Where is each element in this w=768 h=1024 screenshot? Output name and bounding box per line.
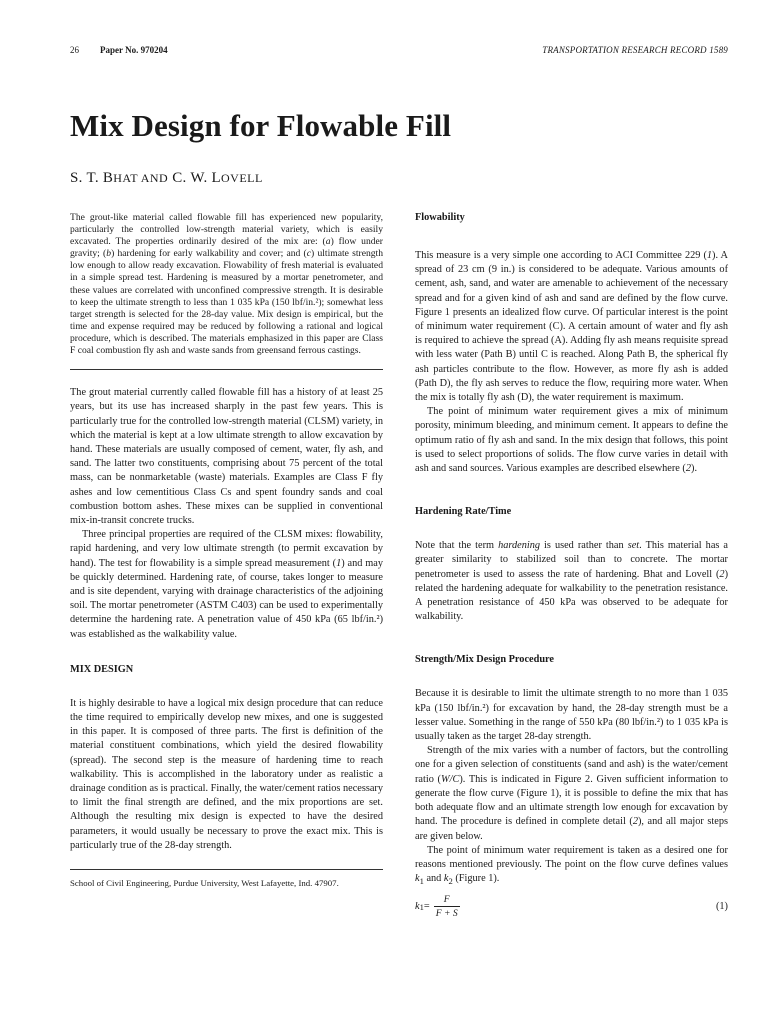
equation-1: [415, 894, 728, 919]
hardening-paragraph: Note that the term hardening is used rather than set. This material has a greater similarity to stabilized soil than to concrete. The mortar penetrometer is used to assess the rate of hardening. Bhat and Lovell (2) related the hardening adequate for walkability to the penetration resistance. A penetration resistance of 450 kPa was observed to be adequate for walkability.: [415, 540, 729, 623]
equation-lhs: k: [415, 901, 420, 913]
abstract-divider: [70, 369, 383, 370]
author-affiliation-footnote: School of Civil Engineering, Purdue University, West Lafayette, Ind. 47907.: [70, 878, 339, 889]
mix-design-paragraph: It is highly desirable to have a logical mix design procedure that can reduce the time required to empirically develop new mixes, and one is suggested in this paper. It is composed of three parts. The first is definition of the material constituent combinations, which yield the desired flowability (spread). The second step is the measure of hardening time to reach walkability. This is accomplished in the laboratory under as realistic a drainage condition as is practical. Finally, the water/cement ratios necessary to limit the final strength are defined, and the mix proportions are set. Although the resulting mix design is expected to have the desired parameters, it would usually be necessary to prove the exact mix. This is particularly true of the 28-day strength.: [70, 697, 383, 851]
left-column: [70, 212, 383, 888]
author-1-initials: S. T. B: [70, 170, 114, 186]
section-heading-strength: Strength/Mix Design Procedure: [415, 654, 554, 666]
author-1-surname: HAT AND: [113, 171, 169, 185]
fraction-numerator: F: [443, 894, 450, 906]
equation-fraction: [434, 894, 460, 919]
paper-number: Paper No. 970204: [100, 45, 168, 55]
section-heading-hardening: Hardening Rate/Time: [415, 506, 512, 518]
author-2-surname: OVELL: [221, 171, 263, 185]
strength-paragraph-3: The point of minimum water requirement is taken as a desired one for reasons mentioned previously. The point on the flow curve defines values $k_1$ and $k_2$ (Figure 1).: [415, 844, 728, 887]
journal-name: TRANSPORTATION RESEARCH RECORD 1589: [542, 45, 728, 55]
paper-title: Mix Design for Flowable Fill: [70, 108, 452, 143]
author-2-initials: C. W. L: [168, 170, 222, 186]
equals-sign: =: [423, 901, 430, 913]
authors: [70, 170, 263, 187]
right-column: [415, 212, 728, 919]
intro-paragraph-1: The grout material currently called flowable fill has a history of at least 25 years, but its use has increased sharply in the past few years. This is particularly true for the controlled low-strength material (CLSM) variety, in which the material is kept at a low ultimate strength to allow excavation by hand. These materials are usually composed of cement, water, fly ash, and sand. The latter two constituents, comprising about 75 percent of the total mass, can be nonmarketable (waste) materials. Examples are Class F fly ashes and low cementitious Class Cs and spent foundry sands and coal combustion bottom ashes. These mixes can be supplied in conventional mix-in-transit concrete trucks.: [70, 387, 383, 526]
equation-lhs-subscript: 1: [419, 901, 424, 912]
equation-number: (1): [715, 901, 728, 913]
page-number: 26: [70, 45, 79, 55]
intro-paragraph-2: Three principal properties are required of the CLSM mixes: flowability, rapid hardening, and very low ultimate strength (to permit excavation by hand). The test for flowability is a simple spread measurement (1) and may be quickly determined. Hardening rate, of course, takes longer to measure and is site dependent, varying with drainage characteristics of the adjoining soil. The mortar penetrometer (ASTM C403) can be used to experimentally determine the hardening rate. A penetration value of 450 kPa (65 lbf/in.²) was established as the walkability value.: [70, 529, 383, 640]
flowability-paragraph-2: The point of minimum water requirement gives a mix of minimum porosity, minimum bleeding, and minimum cement. It appears to define the optimum ratio of fly ash and sand. In the mix design that follows, this point is used to select proportions of solids. The flow curve varies in detail with ash and sand sources. Various examples are described elsewhere (2).: [415, 406, 728, 475]
strength-paragraph-2: Strength of the mix varies with a number of factors, but the controlling one for a given selection of constituents (sand and ash) is the water/cement ratio (W/C). This is indicated in Figure 2. Given sufficient information to generate the flow curve (Figure 1), it is possible to define the mix that has both adequate flow and an ultimate strength low enough for excavation by hand. The procedure is defined in complete detail (2), and all major steps are given below.: [415, 745, 729, 842]
footnote-divider: [70, 869, 383, 870]
strength-paragraph-1: Because it is desirable to limit the ultimate strength to no more than 1 035 kPa (150 lbf/in.²) for excavation by hand, the 28-day strength must be a lesser value. Something in the range of 550 kPa (80 lbf/in.²) to 1 035 kPa is usually taken as the target 28-day strength.: [415, 688, 728, 743]
fraction-denominator: F + S: [435, 908, 458, 920]
section-heading-mix-design: MIX DESIGN: [70, 663, 134, 675]
flowability-paragraph-1: This measure is a very simple one according to ACI Committee 229 (1). A spread of 23 cm (9 in.) is considered to be adequate. Various amounts of cement, ash, sand, and water are amenable to achievement of the necessary spread and for a given kind of ash and sand are defined by the flow curve. Figure 1 presents an idealized flow curve. Of particular interest is the point of minimum water requirement (C). A certain amount of water and fly ash is required to achieve the spread (A). Adding fly ash means requisite spread with less water (Path B) until C is reached. Along Path B, the spherical fly ash particles contribute to the flow. However, as more fly ash is added (Path D), the fly ash serves to reduce the flow, requiring more water. When the mix is totally fly ash (D), the water requirement is maximum.: [415, 250, 728, 404]
abstract: The grout-like material called flowable fill has experienced new popularity, particularly the controlled low-strength material variety, which is easily excavated. The properties ordinarily desired of the mix are: (a) flow under gravity; (b) hardening for early walkability and cover; and (c) ultimate strength low enough to allow ready excavation. Flowability of fresh material is evaluated in a simple spread test. Hardening is measured by a mortar penetrometer, and these values are correlated with unconfined compressive strength. It is desirable to keep the ultimate strength to less than 1 035 kPa (150 lbf/in.²); somewhat less target strength is selected for the 28-day value. Mix design is empirical, but the time and expense required may be reduced by following a rational and logical procedure, which is described. The materials emphasized in this paper are Class F coal combustion fly ash and waste sands from greensand ferrous castings.: [70, 212, 384, 357]
section-heading-flowability: Flowability: [415, 212, 465, 223]
